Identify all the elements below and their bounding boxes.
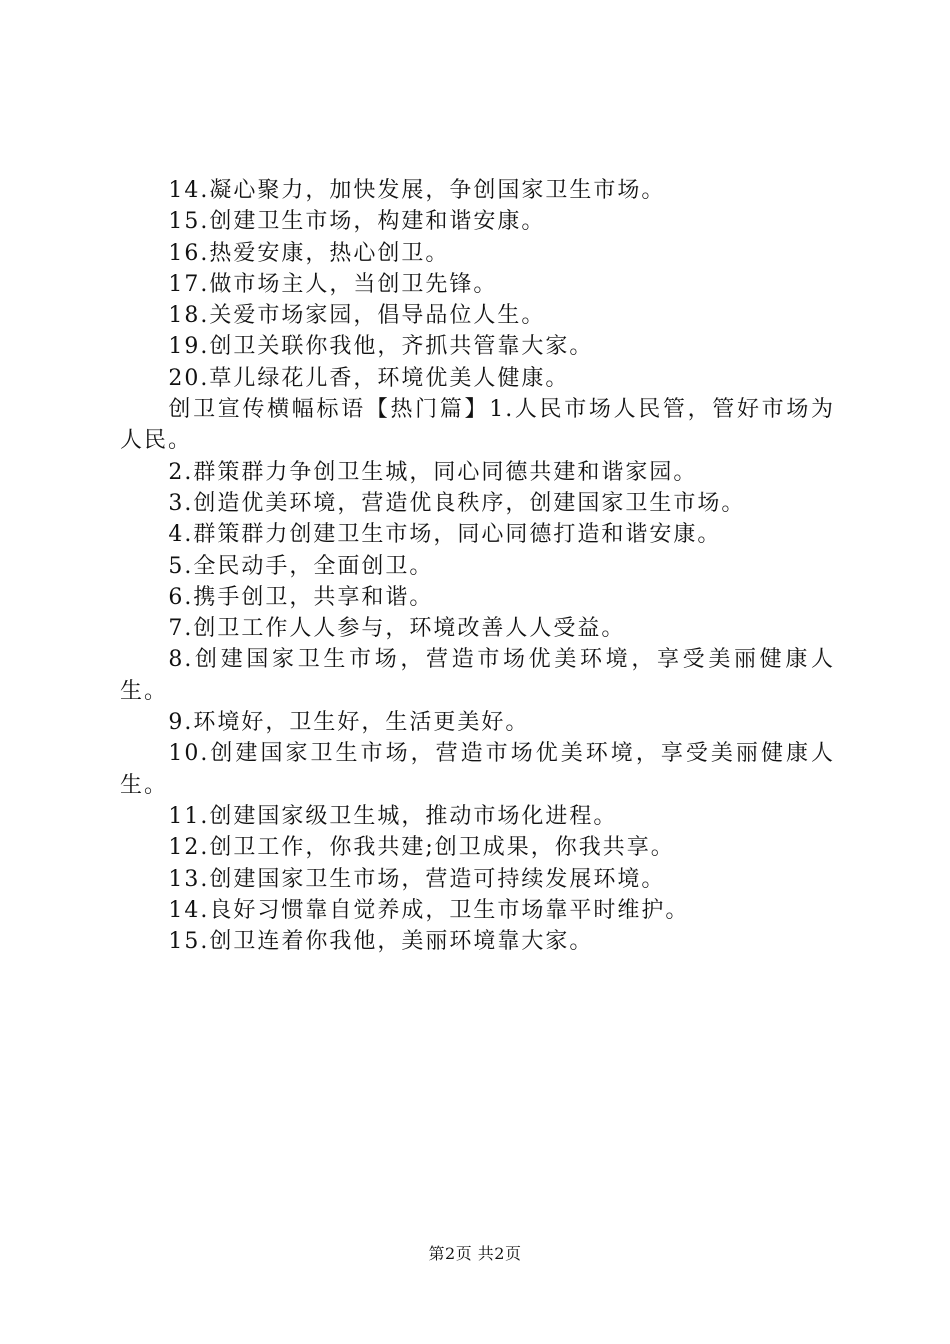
paragraph: 16.热爱安康，热心创卫。: [168, 240, 450, 266]
paragraph: 11.创建国家级卫生城，推动市场化进程。: [168, 803, 618, 829]
paragraph: 6.携手创卫，共享和谐。: [168, 584, 434, 610]
paragraph: 20.草儿绿花儿香，环境优美人健康。: [168, 365, 570, 391]
paragraph: 12.创卫工作，你我共建;创卫成果，你我共享。: [168, 835, 675, 861]
paragraph: 17.做市场主人，当创卫先锋。: [168, 271, 498, 297]
page-footer: 第2页 共2页: [428, 1244, 522, 1263]
paragraph: 18.关爱市场家园，倡导品位人生。: [168, 303, 546, 329]
paragraph: 8.创建国家卫生市场，营造市场优美环境，享受美丽健康人生。: [120, 647, 835, 704]
paragraph: 15.创卫连着你我他，美丽环境靠大家。: [168, 929, 594, 955]
section-heading-paragraph: 创卫宣传横幅标语【热门篇】1.人民市场人民管，管好市场为人民。: [120, 397, 835, 454]
paragraph: 4.群策群力创建卫生市场，同心同德打造和谐安康。: [168, 522, 722, 548]
paragraph: 15.创建卫生市场，构建和谐安康。: [168, 209, 546, 235]
paragraph: 3.创造优美环境，营造优良秩序，创建国家卫生市场。: [168, 490, 746, 516]
document-body: [120, 175, 835, 957]
paragraph: 9.环境好，卫生好，生活更美好。: [168, 710, 530, 736]
paragraph: 14.凝心聚力，加快发展，争创国家卫生市场。: [168, 178, 666, 203]
paragraph: 7.创卫工作人人参与，环境改善人人受益。: [168, 616, 626, 642]
paragraph: 14.良好习惯靠自觉养成，卫生市场靠平时维护。: [168, 897, 690, 923]
paragraph: 19.创卫关联你我他，齐抓共管靠大家。: [168, 334, 594, 360]
paragraph: 13.创建国家卫生市场，营造可持续发展环境。: [168, 866, 666, 892]
paragraph: 2.群策群力争创卫生城，同心同德共建和谐家园。: [168, 459, 698, 485]
paragraph: 5.全民动手，全面创卫。: [168, 553, 434, 579]
paragraph: 10.创建国家卫生市场，营造市场优美环境，享受美丽健康人生。: [120, 741, 835, 798]
